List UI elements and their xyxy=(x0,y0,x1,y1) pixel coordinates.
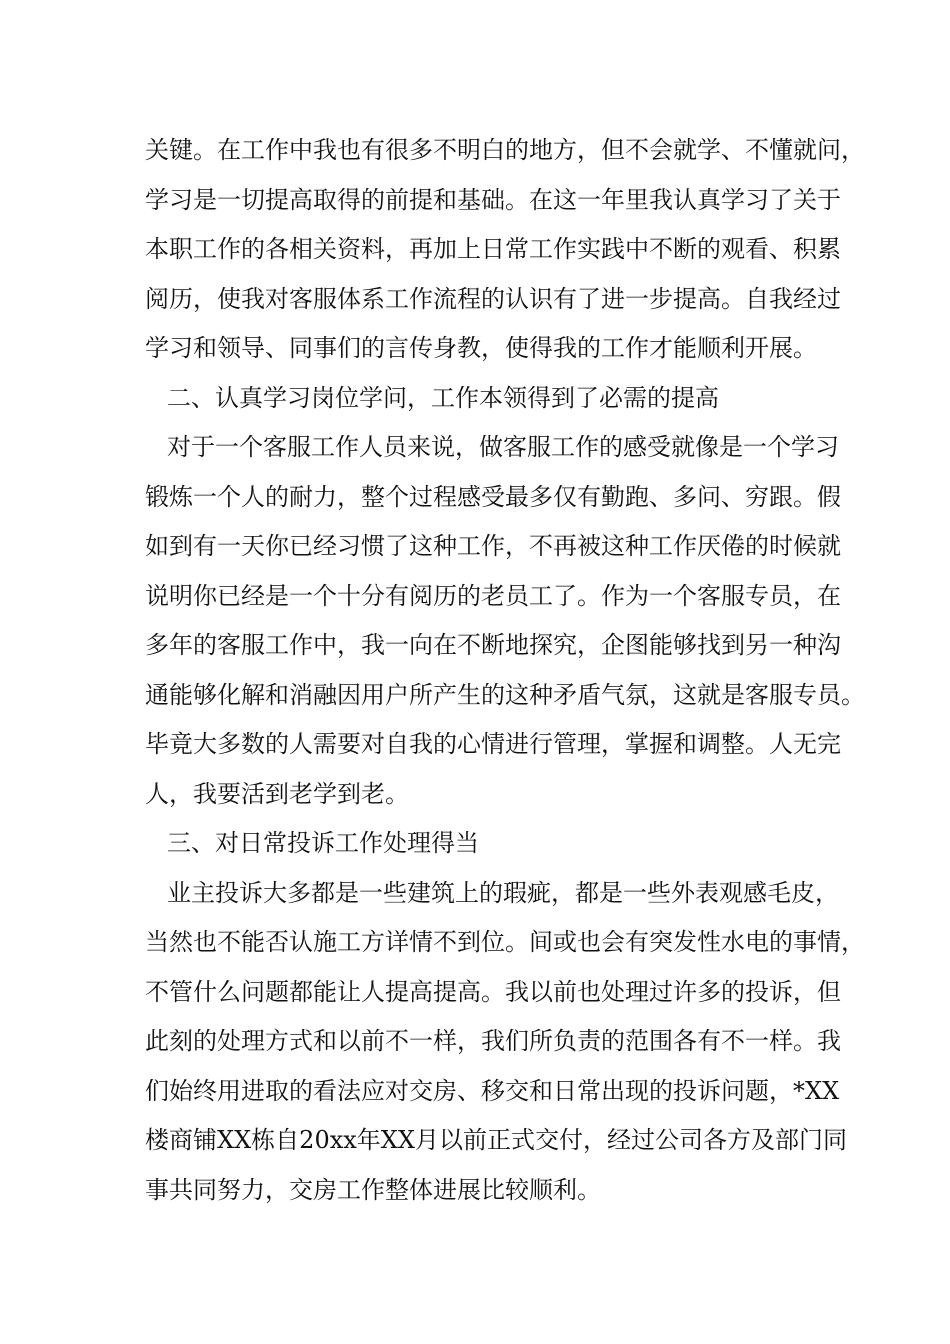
text-line: 阅历，使我对客服体系工作流程的认识有了进一步提高。自我经过 xyxy=(145,284,841,313)
text-line: 毕竟大多数的人需要对自我的心情进行管理，掌握和调整。人无完 xyxy=(145,730,841,758)
text-line: 们始终用进取的看法应对交房、移交和日常出现的投诉问题，*XX xyxy=(145,1076,840,1105)
text-line: 关键。在工作中我也有很多不明白的地方，但不会就学、不懂就问， xyxy=(145,136,865,164)
text-line: 楼商铺XX栋自20xx年XX月以前正式交付，经过公司各方及部门同 xyxy=(145,1126,847,1154)
text-line: 学习和领导、同事们的言传身教，使得我的工作才能顺利开展。 xyxy=(145,334,817,362)
text-line: 业主投诉大多都是一些建筑上的瑕疵，都是一些外表观感毛皮， xyxy=(167,878,839,907)
text-line: 人，我要活到老学到老。 xyxy=(145,779,409,808)
text-line: 本职工作的各相关资料，再加上日常工作实践中不断的观看、积累 xyxy=(145,235,841,263)
text-line: 当然也不能否认施工方详情不到位。间或也会有突发性水电的事情， xyxy=(145,928,865,956)
section-heading-3: 三、对日常投诉工作处理得当 xyxy=(167,829,479,857)
text-line: 如到有一天你已经习惯了这种工作，不再被这种工作厌倦的时候就 xyxy=(145,532,841,560)
paragraph-3 xyxy=(145,869,865,1216)
text-line: 通能够化解和消融因用户所产生的这种矛盾气氛，这就是客服专员。 xyxy=(145,680,865,709)
document-body xyxy=(145,126,865,1215)
text-line: 对于一个客服工作人员来说，做客服工作的感受就像是一个学习 xyxy=(167,433,839,461)
text-line: 不管什么问题都能让人提高提高。我以前也处理过许多的投诉，但 xyxy=(145,977,841,1006)
text-line: 学习是一切提高取得的前提和基础。在这一年里我认真学习了关于 xyxy=(145,185,841,214)
text-line: 多年的客服工作中，我一向在不断地探究，企图能够找到另一种沟 xyxy=(145,631,841,659)
section-heading-2: 二、认真学习岗位学问，工作本领得到了必需的提高 xyxy=(167,383,719,412)
paragraph-2 xyxy=(145,423,865,819)
text-line: 说明你已经是一个十分有阅历的老员工了。作为一个客服专员，在 xyxy=(145,581,841,610)
text-line: 锻炼一个人的耐力，整个过程感受最多仅有勤跑、多问、穷跟。假 xyxy=(145,482,841,511)
text-line: 事共同努力，交房工作整体进展比较顺利。 xyxy=(145,1175,601,1204)
paragraph-1 xyxy=(145,126,865,374)
text-line: 此刻的处理方式和以前不一样，我们所负责的范围各有不一样。我 xyxy=(145,1027,841,1055)
